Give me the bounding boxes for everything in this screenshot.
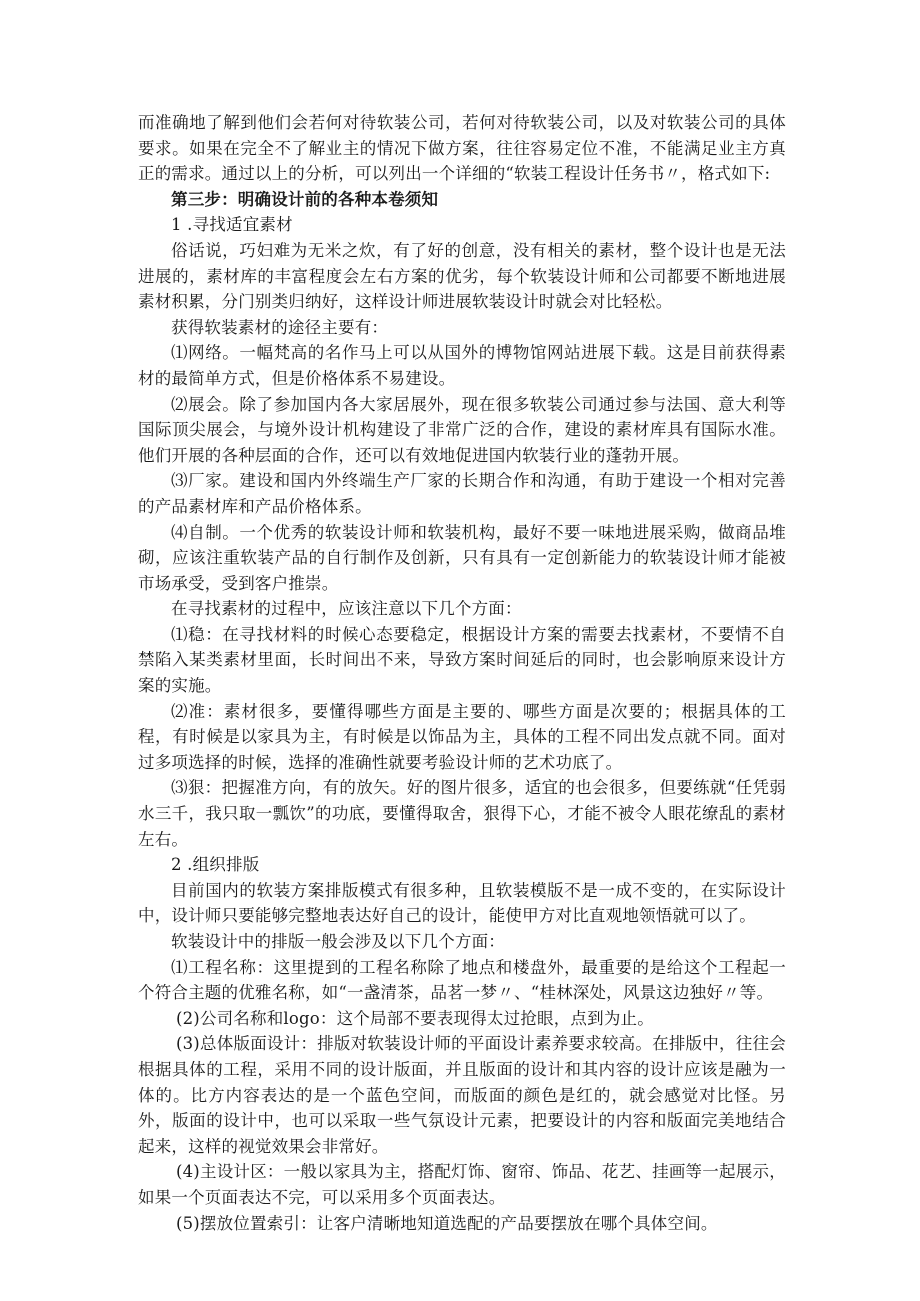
- subsection-heading: 2 .组织排版: [171, 855, 260, 875]
- list-item: ⑴网络。一幅梵高的名作马上可以从国外的博物馆网站进展下载。这是目前获得素材的最简单方式，但是价格体系不易建设。: [138, 343, 786, 388]
- paragraph: 而准确地了解到他们会若何对待软装公司，若何对待软装公司，以及对软装公司的具体要求。如果在完全不了解业主的情况下做方案，往往容易定位不准，不能满足业主方真正的需求。通过以上的分析，可以列出一个详细的“软装工程设计任务书〃，格式如下:: [138, 113, 786, 184]
- paragraph: 目前国内的软装方案排版模式有很多种，且软装模版不是一成不变的，在实际设计中，设计师只要能够完整地表达好自己的设计，能使甲方对比直观地领悟就可以了。: [138, 880, 786, 926]
- list-item: (2)公司名称和logo：这个局部不要表现得太过抢眼，点到为止。: [175, 1008, 654, 1028]
- list-item: ⑴稳：在寻找材料的时候心态要稳定，根据设计方案的需要去找素材，不要情不自禁陷入某类素材里面，长时间出不来，导致方案时间延后的同时，也会影响原来设计方案的实施。: [138, 624, 786, 696]
- section-heading: 第三步：明确设计前的各种本卷须知: [171, 189, 439, 209]
- list-item: ⑵准：素材很多，要懂得哪些方面是主要的、哪些方面是次要的；根据具体的工程，有时候是以家具为主，有时候是以饰品为主，具体的工程不同出发点就不同。面对过多项选择的时候，选择的准确性就要考验设计师的艺术功底了。: [138, 701, 786, 772]
- paragraph: 软装设计中的排版一般会涉及以下几个方面：: [171, 932, 505, 951]
- document-page: [138, 110, 786, 1236]
- list-item: (3)总体版面设计：排版对软装设计师的平面设计素养要求较高。在排版中，往往会根据具体的工程，采用不同的设计版面，并且版面的设计和其内容的设计应该是融为一体的。比方内容表达的是一个蓝色空间，而版面的颜色是红的，就会感觉对比怪。另外，版面的设计中，也可以采取一些气氛设计元素，把要设计的内容和版面完美地结合起来，这样的视觉效果会非常好。: [138, 1034, 786, 1156]
- paragraph: 俗话说，巧妇难为无米之炊，有了好的创意，没有相关的素材，整个设计也是无法进展的，素材库的丰富程度会左右方案的优劣，每个软装设计师和公司都要不断地进展素材积累，分门别类归纳好，这样设计师进展软装设计时就会对比轻松。: [138, 240, 786, 312]
- subsection-heading: 1 .寻找适宜素材: [171, 215, 293, 235]
- list-item: ⑷自制。一个优秀的软装设计师和软装机构，最好不要一味地进展采购，做商品堆砌，应该注重软装产品的自行制作及创新，只有具有一定创新能力的软装设计师才能被市场承受，受到客户推崇。: [138, 522, 786, 593]
- list-item: ⑶厂家。建设和国内外终端生产厂家的长期合作和沟通，有助于建设一个相对完善的产品素材库和产品价格体系。: [138, 471, 786, 516]
- paragraph: 在寻找素材的过程中，应该注意以下几个方面：: [171, 599, 522, 619]
- list-item: (5)摆放位置索引：让客户清晰地知道选配的产品要摆放在哪个具体空间。: [175, 1213, 718, 1233]
- list-item: (4)主设计区：一般以家具为主，搭配灯饰、窗帘、饰品、花艺、挂画等一起展示，如果一个页面表达不完，可以采用多个页面表达。: [138, 1162, 786, 1207]
- list-item: ⑶狠：把握准方向，有的放矢。好的图片很多，适宜的也会很多，但要练就“任凭弱水三千，我只取一瓢饮”的功底，要懂得取舍，狠得下心，才能不被令人眼花缭乱的素材左右。: [138, 778, 786, 849]
- list-item: ⑴工程名称：这里提到的工程名称除了地点和楼盘外，最重要的是给这个工程起一个符合主题的优雅名称，如“一盏清茶，品茗一梦〃、“桂林深处，风景这边独好〃等。: [138, 957, 786, 1003]
- list-item: ⑵展会。除了参加国内各大家居展外，现在很多软装公司通过参与法国、意大利等国际顶尖展会，与境外设计机构建设了非常广泛的合作，建设的素材库具有国际水准。他们开展的各种层面的合作，还可以有效地促进国内软装行业的蓬勃开展。: [138, 394, 786, 465]
- paragraph: 获得软装素材的途径主要有：: [171, 317, 389, 337]
